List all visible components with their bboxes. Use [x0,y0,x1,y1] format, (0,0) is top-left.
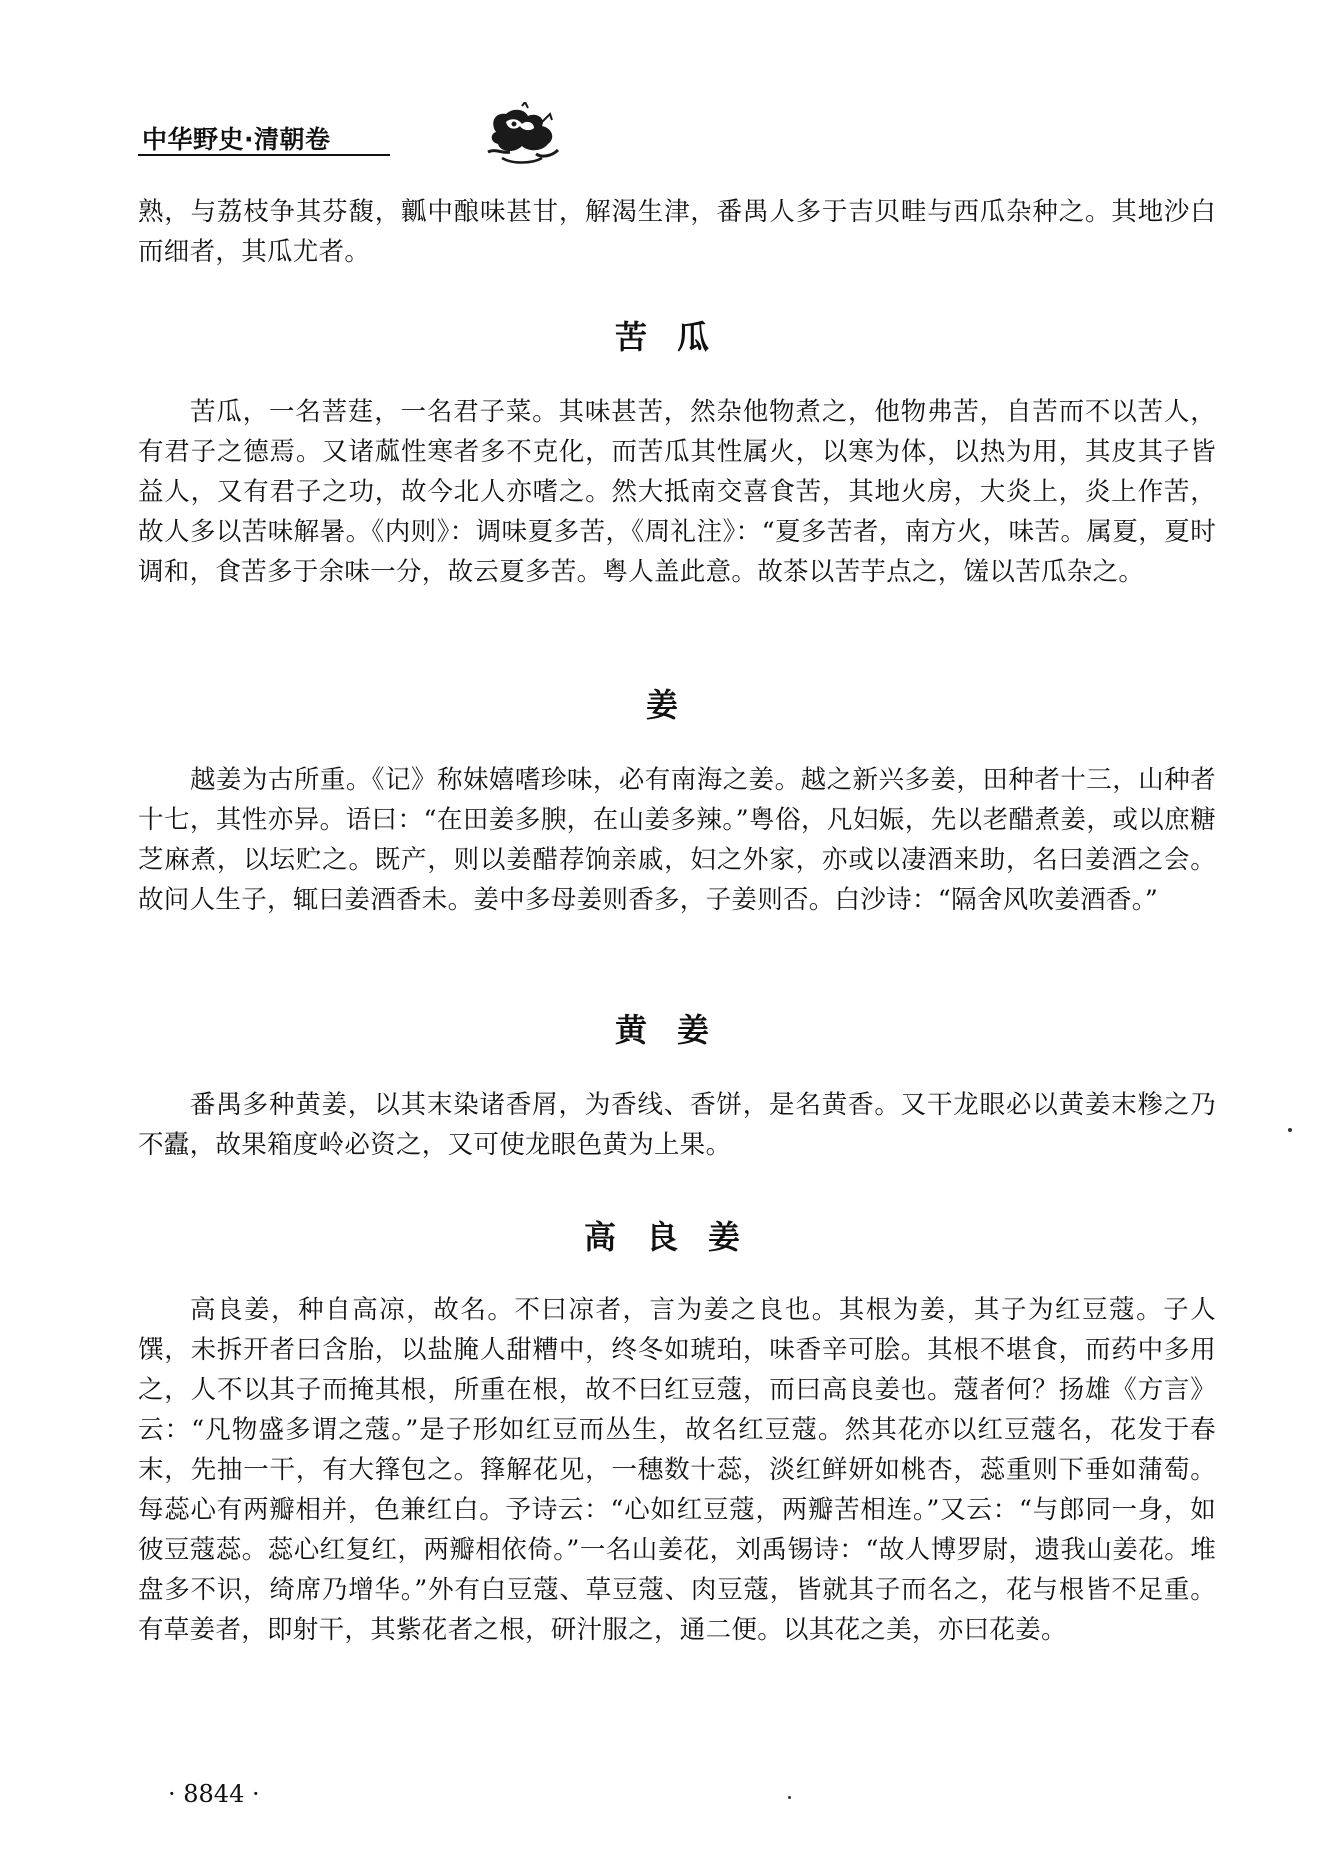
section-text-kugua: 苦瓜，一名菩莛，一名君子菜。其味甚苦，然杂他物煮之，他物弗苦，自苦而不以苦人，有君子之德焉。又诸蓏性寒者多不克化，而苦瓜其性属火，以寒为体，以热为用，其皮其子皆益人，又有君子之功，故今北人亦嗜之。然大抵南交喜食苦，其地火房，大炎上，炎上作苦，故人多以苦味解暑。《内则》：调味夏多苦，《周礼注》：“夏多苦者，南方火，味苦。属夏，夏时调和，食苦多于余味一分，故云夏多苦。粤人盖此意。故茶以苦芋点之，馐以苦瓜杂之。 [138,397,1216,587]
section-text-huangjiang: 番禺多种黄姜，以其末染诸香屑，为香线、香饼，是名黄香。又干龙眼必以黄姜末糁之乃不蠹，故果箱度岭必资之，又可使龙眼色黄为上果。 [138,1090,1216,1160]
scan-speck [1288,1128,1292,1132]
dragon-ornament-icon [482,102,564,164]
section-text-jiang: 越姜为古所重。《记》称妹嬉嗜珍味，必有南海之姜。越之新兴多姜，田种者十三，山种者十七，其性亦异。语曰：“在田姜多腴，在山姜多辣。”粤俗，凡妇娠，先以老醋煮姜，或以庶糖芝麻煮，以坛贮之。既产，则以姜醋荐饷亲戚，妇之外家，亦或以凄酒来助，名曰姜酒之会。故问人生子，辄曰姜酒香未。姜中多母姜则香多，子姜则否。白沙诗：“隔舍风吹姜酒香。” [138,765,1216,915]
section-title-huangjiang: 黄姜 [614,1011,739,1049]
book-title: 中华野史·清朝卷 [142,125,331,154]
section-title-kugua: 苦瓜 [614,318,739,356]
page-number: · 8844 · [168,1780,260,1808]
section-title-jiang: 姜 [645,686,708,724]
scan-speck [788,1796,791,1799]
section-title-gaoliangjiang: 高良姜 [583,1218,770,1256]
intro-paragraph: 熟，与荔枝争其芬馥，瓤中酿味甚甘，解渴生津，番禺人多于吉贝畦与西瓜杂种之。其地沙白而细者，其瓜尤者。 [138,197,1216,267]
running-header [138,108,390,156]
section-text-gaoliangjiang: 高良姜，种自高凉，故名。不曰凉者，言为姜之良也。其根为姜，其子为红豆蔻。子人馔，未拆开者曰含胎，以盐腌人甜糟中，终冬如琥珀，味香辛可脍。其根不堪食，而药中多用之，人不以其子而掩其根，所重在根，故不曰红豆蔻，而曰高良姜也。蔻者何？扬雄《方言》云：“凡物盛多谓之蔻。”是子形如红豆而丛生，故名红豆蔻。然其花亦以红豆蔻名，花发于春末，先抽一干，有大箨包之。箨解花见，一穗数十蕊，淡红鲜妍如桃杏，蕊重则下垂如蒲萄。每蕊心有两瓣相并，色兼红白。予诗云：“心如红豆蔻，两瓣苦相连。”又云：“与郎同一身，如彼豆蔻蕊。蕊心红复红，两瓣相依倚。”一名山姜花，刘禹锡诗：“故人博罗尉，遗我山姜花。堆盘多不识，绮席乃增华。”外有白豆蔻、草豆蔻、肉豆蔻，皆就其子而名之，花与根皆不足重。有草姜者，即射干，其紫花者之根，研汁服之，通二便。以其花之美，亦曰花姜。 [138,1295,1216,1645]
